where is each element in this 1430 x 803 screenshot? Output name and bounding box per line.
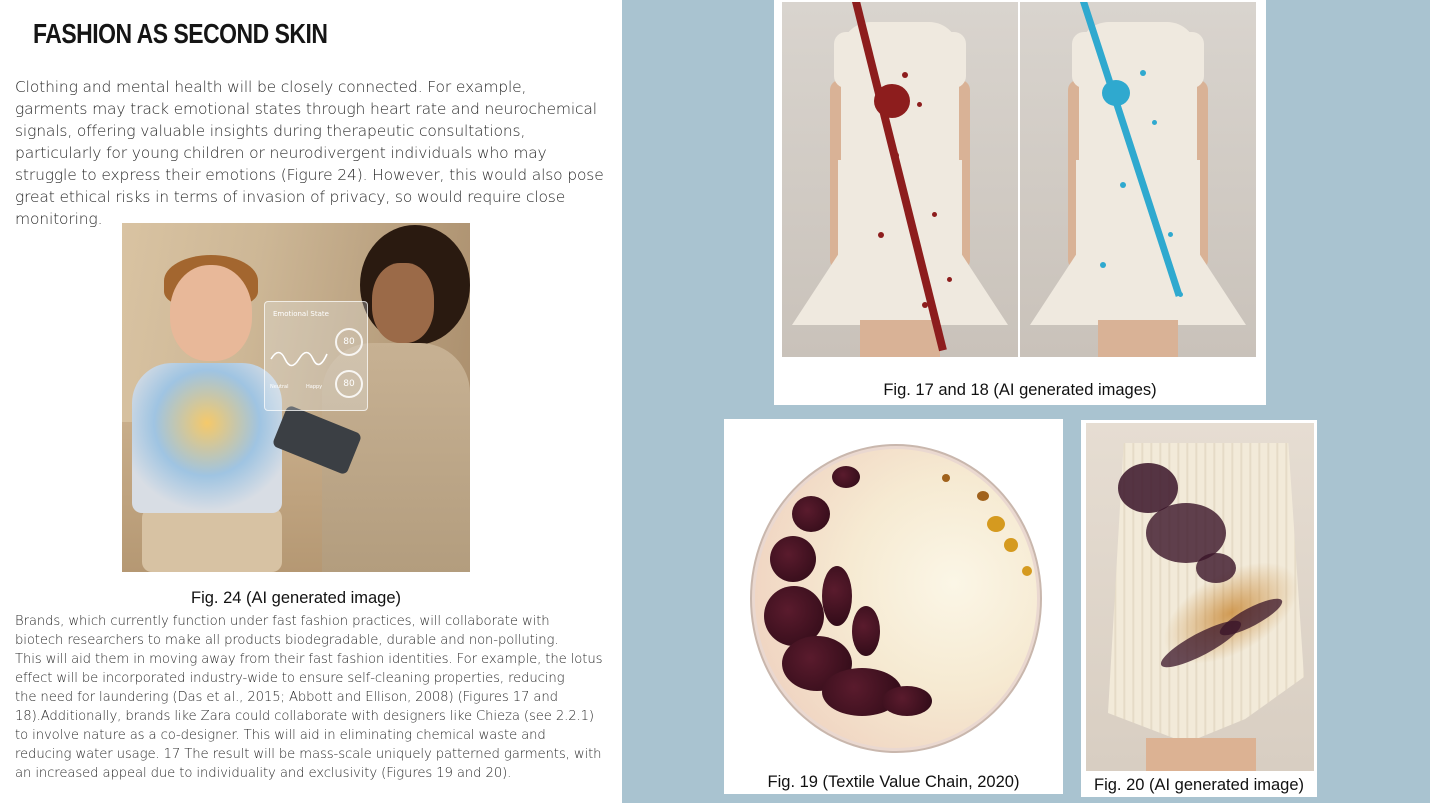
figure-17-18-caption: Fig. 17 and 18 (AI generated images) [883, 381, 1157, 399]
colony-cluster [822, 566, 852, 626]
yellow-colony [987, 516, 1005, 532]
blue-drop [1168, 232, 1173, 237]
red-drop [917, 102, 922, 107]
paragraph-line: the need for laundering (Das et al., 2015; Abbott and Ellison, 2008) (Figures 17 and [15, 690, 558, 705]
blue-drop [1140, 70, 1146, 76]
red-drop [892, 152, 899, 159]
figure-17-red-dress [782, 2, 1018, 357]
blue-drop [1120, 182, 1126, 188]
blue-drop [1152, 120, 1157, 125]
yellow-colony [1004, 538, 1018, 552]
body-paragraph [15, 612, 602, 783]
colony-cluster [882, 686, 932, 716]
paragraph-line: particularly for young children or neurodivergent individuals who may [15, 144, 547, 162]
blue-drop [1178, 292, 1183, 297]
paragraph-line: biotech researchers to make all products biodegradable, durable and non-polluting. [15, 633, 559, 648]
page-title: FASHION AS SECOND SKIN [33, 18, 328, 49]
paragraph-line: garments may track emotional states through heart rate and neurochemical [15, 100, 597, 118]
legs [1098, 320, 1178, 357]
figure-19-caption: Fig. 19 (Textile Value Chain, 2020) [767, 773, 1020, 791]
child-face [170, 265, 252, 361]
colony-cluster [832, 466, 860, 488]
therapist-face [372, 263, 434, 343]
figure-24-caption: Fig. 24 (AI generated image) [190, 589, 402, 607]
paragraph-line: Clothing and mental health will be closely connected. For example, [15, 78, 527, 96]
dress-skirt-fill [1076, 160, 1200, 325]
emotion-gauge-bottom: 80 [335, 370, 363, 398]
yellow-colony [977, 491, 989, 501]
legs [860, 320, 940, 357]
figure-18-blue-dress [1020, 2, 1256, 357]
emotion-gauge-top: 80 [335, 328, 363, 356]
smart-shirt [132, 363, 282, 513]
red-drop [947, 277, 952, 282]
paragraph-line: Brands, which currently function under fast fashion practices, will collaborate with [15, 614, 550, 629]
figure-24-image [122, 223, 470, 572]
red-splash [874, 84, 910, 118]
petri-dish-image [750, 444, 1042, 753]
figure-20-caption: Fig. 20 (AI generated image) [1093, 776, 1305, 794]
paragraph-line: signals, offering valuable insights during therapeutic consultations, [15, 122, 526, 140]
red-drop [932, 212, 937, 217]
paragraph-line: reducing water usage. 17 The result will be mass-scale uniquely patterned garments, with [15, 747, 602, 762]
figure-20-frame [1081, 420, 1317, 797]
paragraph-line: an increased appeal due to individuality and exclusivity (Figures 19 and 20). [15, 766, 512, 781]
figure-17-18-frame [774, 0, 1266, 405]
paragraph-line: This will aid them in moving away from their fast fashion identities. For example, the lotus [15, 652, 603, 667]
legs [1146, 738, 1256, 771]
colony-cluster [792, 496, 830, 532]
blue-drop [1100, 262, 1106, 268]
figure-19-frame [724, 419, 1063, 794]
intro-paragraph [15, 76, 604, 230]
colony-cluster [770, 536, 816, 582]
figure-20-skirt-image [1086, 423, 1314, 771]
yellow-colony [1022, 566, 1032, 576]
red-drop [878, 232, 884, 238]
red-drop [902, 72, 908, 78]
hologram-label-neutral: Neutral [270, 384, 289, 390]
paragraph-line: struggle to express their emotions (Figure 24). However, this would also pose [15, 166, 604, 184]
yellow-colony [942, 474, 950, 482]
colony-pattern [1196, 553, 1236, 583]
hologram-title: Emotional State [273, 310, 329, 318]
paragraph-line: to involve nature as a co-designer. This will aid in eliminating chemical waste and [15, 728, 546, 743]
paragraph-line: 18).Additionally, brands like Zara could collaborate with designers like Chieza (see 2.2.1) [15, 709, 594, 724]
paragraph-line: monitoring. [15, 210, 103, 228]
red-drop [922, 302, 928, 308]
hologram-label-happy: Happy [306, 384, 323, 390]
blue-splash [1102, 80, 1130, 106]
colony-cluster [852, 606, 880, 656]
child-legs [142, 508, 282, 572]
paragraph-line: effect will be incorporated industry-wide to ensure self-cleaning properties, reducing [15, 671, 565, 686]
emotion-hologram-panel [264, 301, 368, 411]
paragraph-line: great ethical risks in terms of invasion of privacy, so would require close [15, 188, 566, 206]
heart-rate-wave-icon [269, 344, 329, 374]
